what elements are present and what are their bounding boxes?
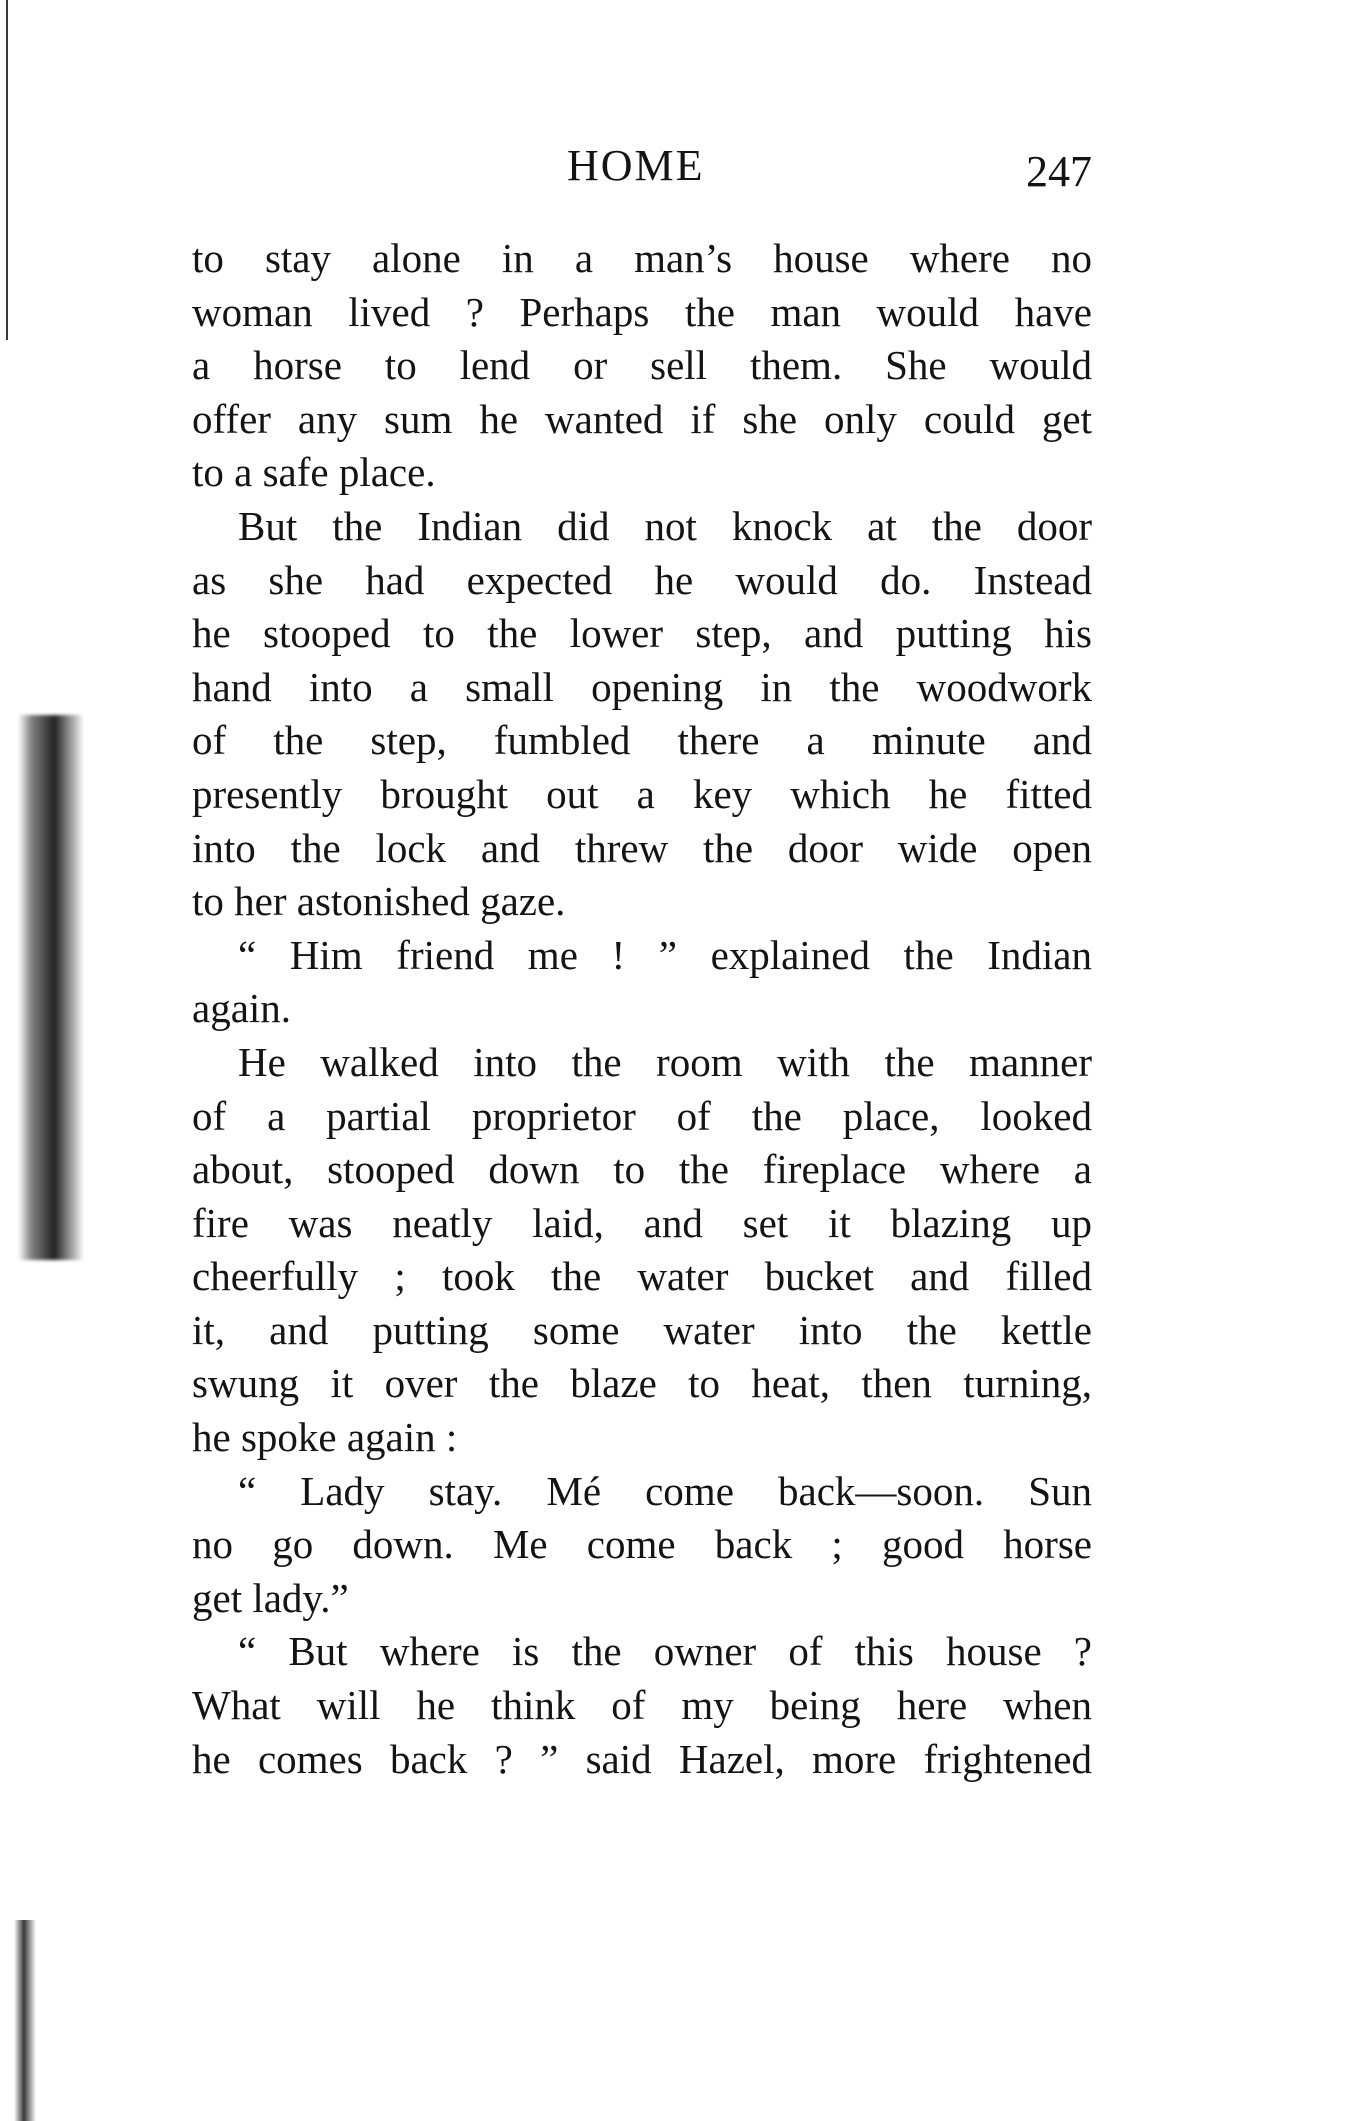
- text-line: he spoke again :: [192, 1414, 458, 1461]
- text-line: of the step, fumbled there a minute and: [192, 717, 1092, 764]
- running-head: [192, 140, 1092, 200]
- text-line: woman lived ? Perhaps the man would have: [192, 288, 1092, 335]
- text-line: again.: [192, 985, 292, 1032]
- text-line: about, stooped down to the fireplace where a: [192, 1146, 1092, 1193]
- text-line: offer any sum he wanted if she only could get: [192, 395, 1092, 442]
- page-number: 247: [1026, 147, 1092, 196]
- text-line: But the Indian did not knock at the door: [238, 502, 1092, 549]
- text-line: a horse to lend or sell them. She would: [192, 342, 1092, 389]
- text-line: to stay alone in a man’s house where no: [192, 235, 1092, 281]
- text-line: as she had expected he would do. Instead: [192, 556, 1092, 603]
- text-line: presently brought out a key which he fitted: [192, 770, 1092, 817]
- text-line: to a safe place.: [192, 449, 436, 496]
- text-line: into the lock and threw the door wide open: [192, 824, 1092, 871]
- text-line: he stooped to the lower step, and putting his: [192, 610, 1092, 657]
- text-line: hand into a small opening in the woodwork: [192, 663, 1092, 710]
- text-line: “ Lady stay. Mé come back—soon. Sun: [238, 1467, 1092, 1514]
- text-line: he comes back ? ” said Hazel, more frightened: [192, 1735, 1092, 1782]
- body-text: [192, 232, 1092, 1786]
- text-line: “ Him friend me ! ” explained the Indian: [238, 931, 1092, 978]
- binding-shadow-lower: [14, 1920, 36, 2121]
- text-line: to her astonished gaze.: [192, 878, 566, 925]
- text-line: What will he think of my being here when: [192, 1682, 1092, 1729]
- text-line: He walked into the room with the manner: [238, 1038, 1092, 1085]
- scan-edge-line: [6, 0, 8, 340]
- text-line: it, and putting some water into the kettle: [192, 1306, 1092, 1353]
- text-line: get lady.”: [192, 1574, 349, 1621]
- binding-shadow: [18, 715, 84, 1260]
- text-line: cheerfully ; took the water bucket and filled: [192, 1253, 1092, 1300]
- text-line: swung it over the blaze to heat, then turning,: [192, 1360, 1092, 1407]
- text-line: fire was neatly laid, and set it blazing up: [192, 1199, 1092, 1246]
- text-line: “ But where is the owner of this house ?: [238, 1628, 1092, 1675]
- text-line: no go down. Me come back ; good horse: [192, 1521, 1092, 1568]
- running-head-title: HOME: [567, 141, 705, 190]
- text-line: of a partial proprietor of the place, looked: [192, 1092, 1092, 1139]
